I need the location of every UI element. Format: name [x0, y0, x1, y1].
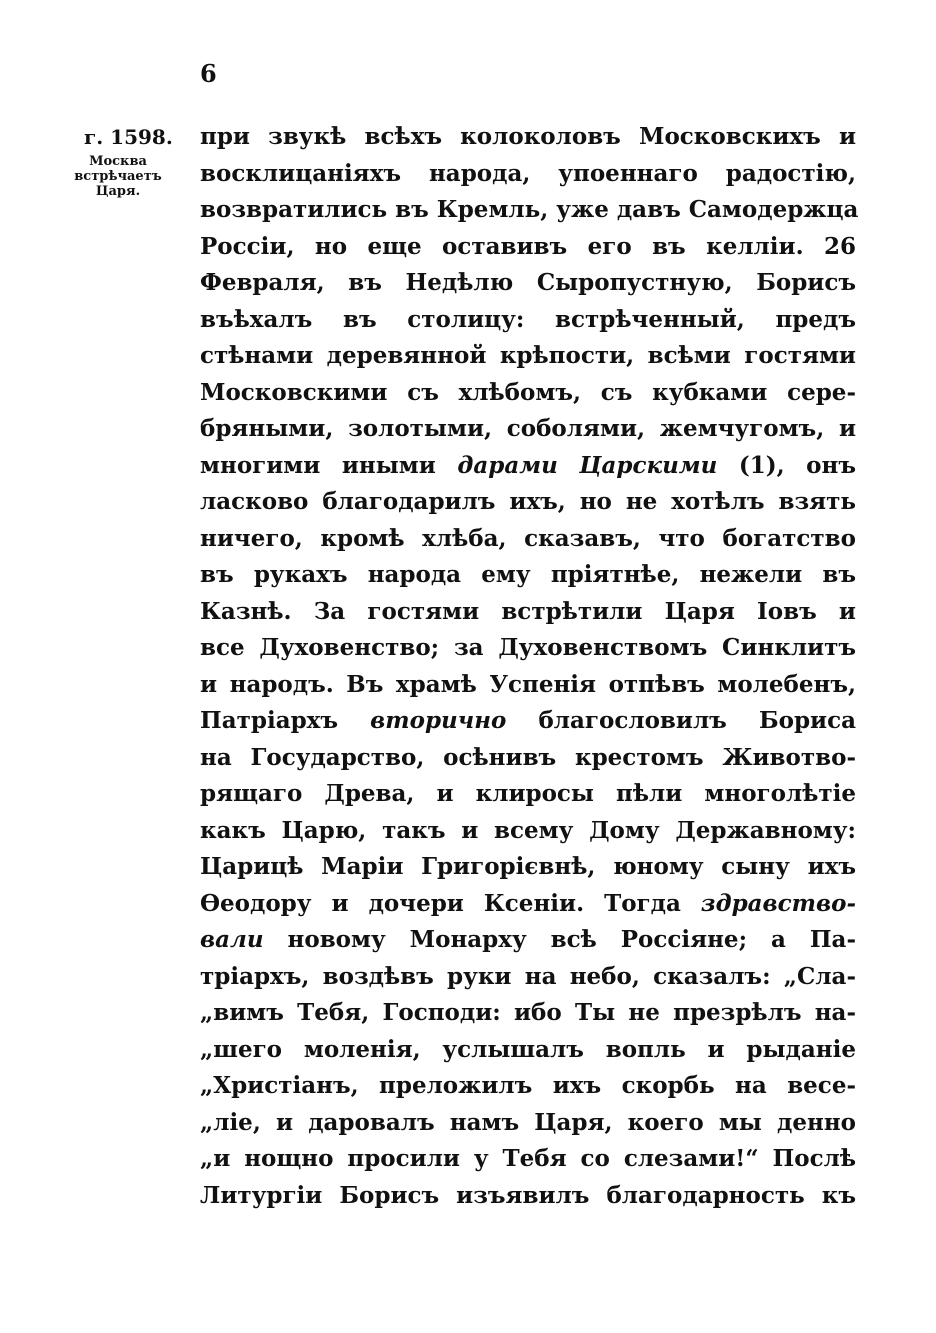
text-segment: (1), онъ [717, 451, 856, 479]
text-segment: Литургіи Борисъ изъявилъ благодарность къ [200, 1181, 856, 1209]
text-segment: при звукѣ всѣхъ колоколовъ Московскихъ и [200, 123, 856, 150]
text-line [200, 521, 856, 558]
text-line [200, 1178, 856, 1215]
margin-text [58, 154, 178, 199]
margin-line: Царя. [95, 184, 141, 199]
italic-segment: дарами Царскими [457, 451, 718, 479]
text-line [200, 776, 856, 813]
text-segment: и народъ. Въ храмѣ Успенія отпѣвъ молебенъ, [200, 670, 856, 698]
text-segment: новому Монарху всѣ Россіяне; а Па- [263, 926, 856, 953]
text-segment: въ рукахъ народа ему пріятнѣе, нежели въ [200, 561, 856, 588]
text-segment: Россіи, но еще оставивъ его въ келліи. 26 [200, 232, 856, 260]
text-segment: въѣхалъ въ столицу: встрѣченный, предъ [200, 305, 856, 333]
text-segment: Өеодору и дочери Ксеніи. Тогда [200, 889, 701, 917]
text-segment: восклицаніяхъ народа, упоеннаго радостію, [200, 159, 856, 187]
text-segment: какъ Царю, такъ и всему Дому Державному: [200, 816, 856, 844]
margin-line: Москва [89, 154, 147, 169]
italic-segment: вали [200, 926, 264, 953]
text-segment: бряными, золотыми, соболями, жемчугомъ, и [200, 415, 856, 442]
text-line [200, 411, 856, 448]
text-line [200, 630, 856, 667]
italic-segment: здравство- [700, 889, 856, 917]
text-line [200, 302, 856, 339]
margin-note [58, 120, 198, 199]
text-segment: возвратились въ Кремль, уже давъ Самодержца [200, 196, 859, 223]
text-segment: на Государство, осѣнивъ крестомъ Животво- [200, 743, 856, 771]
text-segment: „и нощно просили у Тебя со слезами!“ Послѣ [200, 1145, 856, 1172]
text-line [200, 849, 856, 886]
text-segment: Февраля, въ Недѣлю Сыропустную, Борисъ [200, 269, 856, 296]
text-line [200, 557, 856, 594]
text-line [200, 448, 856, 485]
text-segment: благословилъ Бориса [506, 707, 856, 734]
text-line [200, 740, 856, 777]
text-segment: „шего моленія, услышалъ вопль и рыданіе [200, 1035, 856, 1063]
text-line [200, 703, 856, 740]
text-segment: Московскими съ хлѣбомъ, съ кубками сере- [200, 378, 856, 406]
text-line [200, 667, 856, 704]
text-line [200, 1141, 856, 1178]
text-line [200, 484, 856, 521]
text-line [200, 922, 856, 959]
text-line [200, 338, 856, 375]
text-segment: Казнѣ. За гостями встрѣтили Царя Іовъ и [200, 597, 856, 625]
text-segment: рящаго Древа, и клиросы пѣли многолѣтіе [200, 780, 856, 807]
text-line [200, 229, 856, 266]
text-line [200, 1032, 856, 1069]
text-line [200, 119, 856, 156]
italic-segment: вторично [370, 707, 507, 734]
text-segment: все Духовенство; за Духовенствомъ Синклитъ [200, 634, 856, 661]
text-segment: Царицѣ Маріи Григорієвнѣ, юному сыну ихъ [200, 853, 856, 880]
text-segment: ничего, кромѣ хлѣба, сказавъ, что богатство [200, 524, 856, 552]
text-segment: Патріархъ [200, 707, 371, 734]
text-segment: „ліе, и даровалъ намъ Царя, коего мы денно [200, 1108, 856, 1136]
text-line [200, 886, 856, 923]
page-number: 6 [200, 59, 217, 88]
text-line [200, 265, 856, 302]
text-line [200, 156, 856, 193]
margin-line: встрѣчаетъ [74, 169, 162, 184]
text-segment: „Христіанъ, преложилъ ихъ скорбь на весе- [200, 1072, 856, 1099]
text-line [200, 1068, 856, 1105]
text-segment: многими иными [200, 451, 458, 479]
text-segment: ласково благодарилъ ихъ, но не хотѣлъ взять [200, 488, 856, 515]
text-line [200, 959, 856, 996]
text-segment: стѣнами деревянной крѣпости, всѣми гостями [200, 342, 856, 369]
margin-year: г. 1598. [84, 125, 173, 149]
body-text [200, 119, 859, 1214]
text-line [200, 594, 856, 631]
text-line [200, 375, 856, 412]
text-line [200, 995, 856, 1032]
text-segment: тріархъ, воздѣвъ руки на небо, сказалъ: „Сла- [200, 962, 856, 990]
text-line [200, 1105, 856, 1142]
text-line [200, 192, 859, 229]
text-segment: „вимъ Тебя, Господи: ибо Ты не презрѣлъ на- [200, 999, 856, 1026]
text-line [200, 813, 856, 850]
